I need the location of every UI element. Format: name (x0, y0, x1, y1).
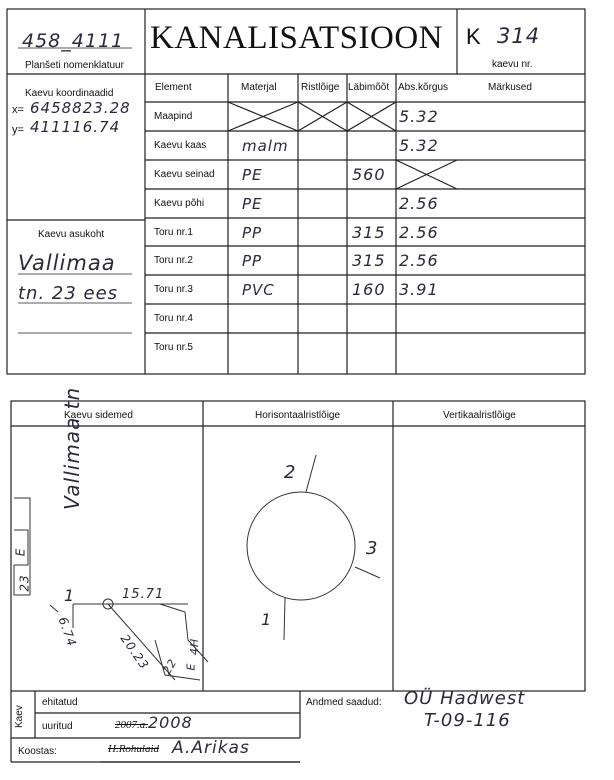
row-abs-height: 5.32 (399, 107, 439, 126)
coordinates-label: Kaevu koordinaadid (25, 88, 114, 99)
house-4h-label: 4H (188, 637, 202, 656)
street-name: Vallimaa tn (60, 386, 84, 510)
row-material (242, 333, 298, 362)
row-abs-height (399, 333, 455, 362)
row-element-label: Kaevu põhi (154, 198, 205, 209)
compiled-label: Koostas: (18, 746, 57, 757)
row-cross (300, 189, 346, 218)
row-diameter: 315 (352, 223, 386, 242)
sheet-label: Planšeti nomenklatuur (25, 60, 124, 71)
row-diameter (352, 131, 396, 160)
row-diameter (352, 304, 396, 333)
row-notes (460, 218, 580, 247)
coord-x-value: 6458823.28 (30, 99, 131, 117)
row-notes (460, 189, 580, 218)
dim-20-23: 20.23 (117, 631, 152, 673)
page-title: KANALISATSIOON (150, 20, 443, 56)
pipe-3-label: 3 (366, 538, 379, 559)
row-notes (460, 131, 580, 160)
row-element-label: Maapind (154, 111, 193, 122)
well-number-label: kaevu nr. (492, 59, 533, 70)
row-notes (460, 304, 580, 333)
row-element-label: Toru nr.5 (154, 342, 193, 353)
row-diameter: 315 (352, 251, 386, 270)
well-number: 314 (497, 24, 541, 48)
row-diameter (352, 333, 396, 362)
row-cross (300, 275, 346, 304)
row-material (242, 102, 298, 131)
col-header-cross: Ristlõige (301, 82, 340, 93)
row-element-label: Kaevu kaas (154, 140, 207, 151)
row-element-label: Toru nr.4 (154, 313, 193, 324)
row-cross (300, 304, 346, 333)
data-source-id: T-09-116 (424, 710, 511, 731)
row-material: PP (242, 251, 263, 270)
row-abs-height (399, 160, 455, 189)
row-element-label: Kaevu seinad (154, 169, 215, 180)
well-prefix: K (466, 24, 481, 49)
row-element-label: Toru nr.2 (154, 255, 193, 266)
coord-x-prefix: x= (12, 104, 24, 116)
row-cross (300, 218, 346, 247)
dim-15-71: 15.71 (122, 587, 165, 602)
surveyed-label: uuritud (42, 721, 73, 732)
col-header-notes: Märkused (488, 82, 532, 93)
house-4h-e-label: E (184, 662, 198, 671)
surveyed-new-date: 2008 (148, 713, 193, 732)
col-header-material: Materjal (241, 82, 277, 93)
row-notes (460, 160, 580, 189)
row-material: PVC (242, 280, 275, 299)
row-diameter: 560 (352, 165, 386, 184)
row-abs-height: 2.56 (399, 223, 439, 242)
coord-y-prefix: y= (12, 124, 24, 136)
location-line1: Vallimaa (18, 251, 116, 275)
dim-22: 22 (160, 656, 180, 677)
house-23-label: 23 (17, 574, 32, 592)
sketch-col2-label: Horisontaalristlõige (255, 410, 341, 421)
row-abs-height: 2.56 (399, 194, 439, 213)
row-notes (460, 246, 580, 275)
row-notes (460, 333, 580, 362)
row-element-label: Toru nr.3 (154, 284, 193, 295)
row-abs-height: 5.32 (399, 136, 439, 155)
col-header-element: Element (155, 82, 192, 93)
row-abs-height (399, 304, 455, 333)
sketch-col3-label: Vertikaalristlõige (443, 410, 516, 421)
row-cross (300, 246, 346, 275)
surveyed-old-date: 2007.a. (115, 719, 148, 731)
pipe-1-label: 1 (64, 586, 76, 605)
location-line2: tn. 23 ees (18, 283, 119, 304)
row-cross (300, 160, 346, 189)
row-cross (300, 102, 346, 131)
row-diameter (352, 189, 396, 218)
sketch-col1-label: Kaevu sidemed (64, 410, 133, 421)
row-material: PE (242, 194, 263, 213)
data-source-label: Andmed saadud: (306, 697, 382, 708)
house-e-label: E (13, 547, 28, 557)
row-diameter (352, 102, 396, 131)
row-notes (460, 102, 580, 131)
dim-6-74: 6.74 (55, 615, 80, 649)
row-abs-height: 3.91 (399, 280, 439, 299)
pipe-2-label: 2 (284, 462, 297, 483)
pipe-1-section-label: 1 (261, 610, 273, 629)
location-label: Kaevu asukoht (38, 229, 105, 240)
col-header-abs: Abs.kõrgus (398, 82, 449, 93)
built-label: ehitatud (42, 697, 78, 708)
row-notes (460, 275, 580, 304)
row-material: PP (242, 223, 263, 242)
row-material (242, 304, 298, 333)
kaev-label: Kaev (14, 705, 25, 728)
col-header-diameter: Läbimõõt (348, 82, 390, 93)
row-cross (300, 333, 346, 362)
row-abs-height: 2.56 (399, 251, 439, 270)
row-element-label: Toru nr.1 (154, 227, 193, 238)
coord-y-value: 411116.74 (30, 118, 121, 136)
row-material: malm (242, 136, 289, 155)
connection-sketch (14, 498, 208, 680)
compiled-new-name: A.Arikas (172, 738, 250, 758)
row-material: PE (242, 165, 263, 184)
data-source-company: OÜ Hadwest (404, 688, 526, 709)
row-cross (300, 131, 346, 160)
sheet-number: 458_4111 (22, 30, 125, 52)
compiled-old-name: H.Rohulaid (108, 743, 160, 755)
row-diameter: 160 (352, 280, 386, 299)
